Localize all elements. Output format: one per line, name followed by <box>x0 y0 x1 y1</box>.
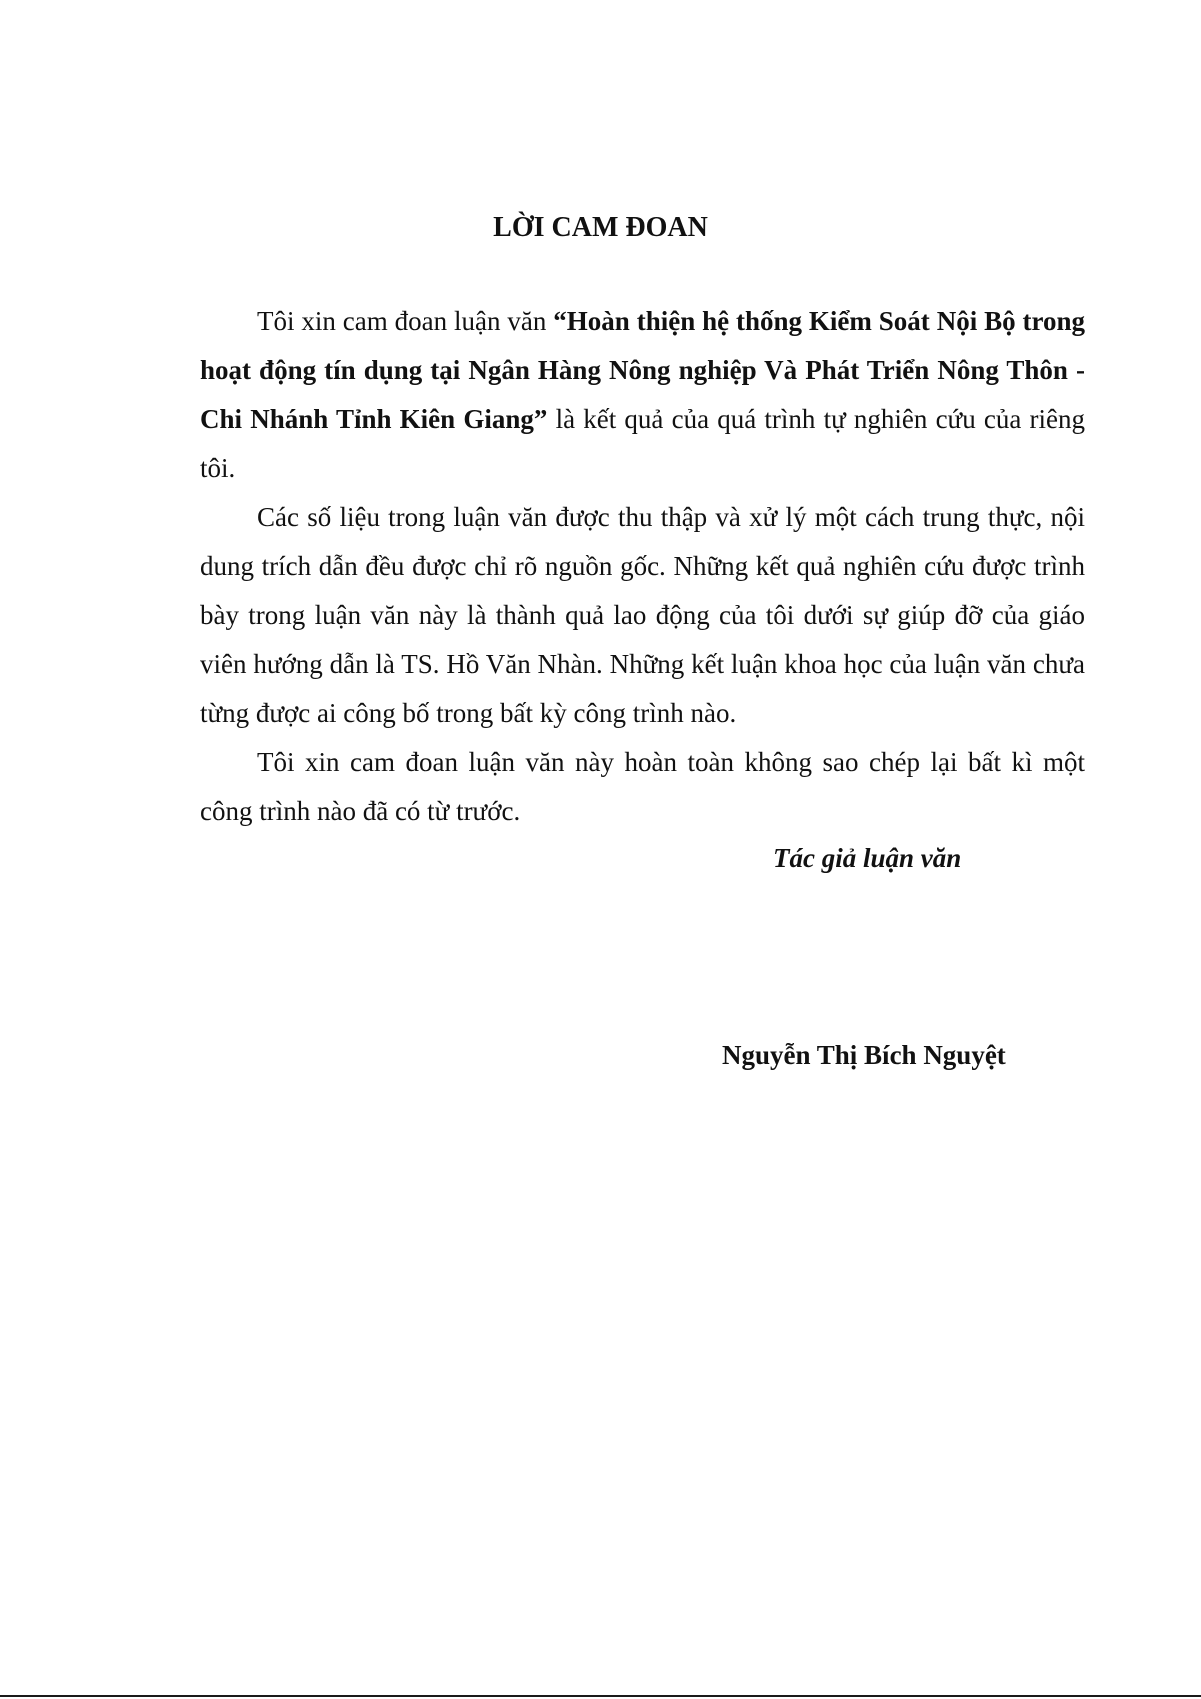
paragraph-1 <box>200 297 1085 493</box>
thesis-title: “Hoàn thiện hệ thống Kiểm Soát Nội Bộ trong hoạt động tín dụng tại Ngân Hàng Nông nghiệp Và Phát Triển Nông Thôn - Chi Nhánh Tỉnh Kiên Giang” <box>200 306 1085 434</box>
author-name: Nguyễn Thị Bích Nguyệt <box>722 1040 1006 1070</box>
paragraph-2: Các số liệu trong luận văn được thu thập và xử lý một cách trung thực, nội dung trích dẫn đều được chỉ rõ nguồn gốc. Những kết quả nghiên cứu được trình bày trong luận văn này là thành quả lao động của tôi dưới sự giúp đỡ của giáo viên hướng dẫn là TS. Hồ Văn Nhàn. Những kết luận khoa học của luận văn chưa từng được ai công bố trong bất kỳ công trình nào. <box>200 502 1085 728</box>
page-title: LỜI CAM ĐOAN <box>493 212 708 243</box>
paragraph-1-rest: là kết quả của quá trình tự nghiên cứu của riêng tôi. <box>200 404 1086 483</box>
bottom-border <box>0 1695 1201 1697</box>
signature-label: Tác giả luận văn <box>773 843 962 873</box>
body-text <box>200 297 1085 836</box>
paragraph-1-intro: Tôi xin cam đoan luận văn <box>257 306 554 336</box>
paragraph-3: Tôi xin cam đoan luận văn này hoàn toàn không sao chép lại bất kì một công trình nào đã có từ trước. <box>200 747 1085 826</box>
